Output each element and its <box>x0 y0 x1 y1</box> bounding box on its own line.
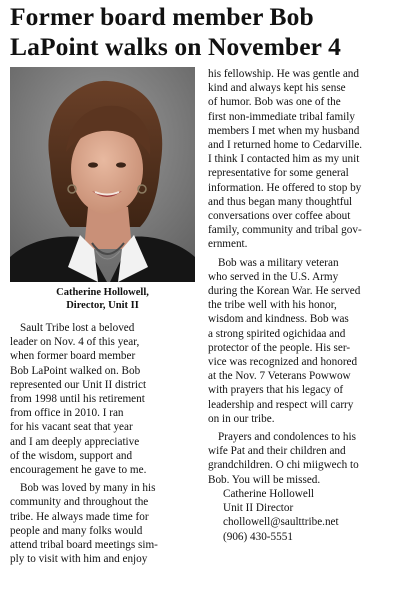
text-line: at the Nov. 7 Veterans Powwow <box>208 370 351 383</box>
text-line: tribe. He always made time for <box>10 510 149 523</box>
text-line: community and throughout the <box>10 496 149 509</box>
paragraph <box>10 481 198 566</box>
text-line: attend tribal board meetings sim- <box>10 539 158 552</box>
portrait-illustration <box>10 67 195 282</box>
paragraph <box>208 430 398 487</box>
signature-name: Catherine Hollowell <box>223 487 315 500</box>
text-line: who served in the U.S. Army <box>208 270 339 283</box>
text-line: and I am deeply appreciative <box>10 435 140 448</box>
text-line: during the Korean War. He served <box>208 285 361 298</box>
paragraph <box>10 321 198 477</box>
signature-phone: (906) 430-5551 <box>223 530 293 543</box>
text-line: first non-immediate tribal family <box>208 110 355 123</box>
text-line: Prayers and condolences to his <box>218 431 356 444</box>
text-line: represented our Unit II district <box>10 378 147 391</box>
text-line: wife Pat and their children and <box>208 445 346 458</box>
text-line: when former board member <box>10 350 136 363</box>
article-column-right <box>208 67 398 544</box>
text-line: Sault Tribe lost a beloved <box>20 322 135 334</box>
portrait-photo <box>10 67 195 282</box>
text-line: from 1998 until his retirement <box>10 393 145 406</box>
text-line: representative for some general <box>208 167 349 180</box>
text-line: conversations over coffee about <box>208 210 351 223</box>
text-line: for his vacant seat that year <box>10 421 133 434</box>
text-line: of the wisdom, support and <box>10 449 133 462</box>
text-line: vice was recognized and honored <box>208 356 358 369</box>
text-line: on in our tribe. <box>208 412 275 425</box>
article-column-left <box>10 321 198 566</box>
headline-line: Former board member Bob <box>10 2 314 31</box>
signature-block <box>208 487 398 544</box>
text-line: the tribe well with his honor, <box>208 299 337 312</box>
signature-title: Unit II Director <box>223 502 294 515</box>
caption-line: Catherine Hollowell, <box>56 287 149 298</box>
text-line: a strong spirited ogichidaa and <box>208 327 346 340</box>
text-line: of humor. Bob was one of the <box>208 96 341 109</box>
text-line: information. He offered to stop by <box>208 181 362 194</box>
text-line: members I met when my husband <box>208 124 360 137</box>
headline-line: LaPoint walks on November 4 <box>10 32 341 61</box>
text-line: ply to visit with him and enjoy <box>10 553 148 566</box>
text-line: with prayers that his legacy of <box>208 384 344 397</box>
text-line: family, community and tribal gov- <box>208 224 362 237</box>
caption-line: Director, Unit II <box>66 300 139 311</box>
text-line: ernment. <box>208 238 248 251</box>
headline <box>10 2 402 62</box>
text-line: leader on Nov. 4 of this year, <box>10 336 140 349</box>
text-line: people and many folks would <box>10 524 143 537</box>
text-line: Bob LaPoint walked on. Bob <box>10 364 141 377</box>
text-line: and thus began many thoughtful <box>208 195 353 208</box>
text-line: grandchildren. O chi miigwech to <box>208 459 359 472</box>
text-line: wisdom and kindness. Bob was <box>208 313 349 326</box>
paragraph <box>208 256 398 426</box>
text-line: Bob was loved by many in his <box>20 482 156 495</box>
paragraph <box>208 67 398 252</box>
text-line: protector of the people. His ser- <box>208 341 351 354</box>
signature-email: chollowell@saulttribe.net <box>223 516 339 529</box>
text-line: from office in 2010. I ran <box>10 407 124 420</box>
text-line: Bob. You will be missed. <box>208 473 321 486</box>
text-line: kind and always kept his sense <box>208 82 346 95</box>
text-line: I think I contacted him as my unit <box>208 153 360 166</box>
photo-caption <box>10 286 195 312</box>
text-line: Bob was a military veteran <box>218 256 339 269</box>
text-line: and I returned home to Cedarville. <box>208 139 363 152</box>
text-line: leadership and respect will carry <box>208 398 354 411</box>
text-line: encouragement he gave to me. <box>10 464 147 477</box>
text-line: his fellowship. He was gentle and <box>208 68 359 80</box>
